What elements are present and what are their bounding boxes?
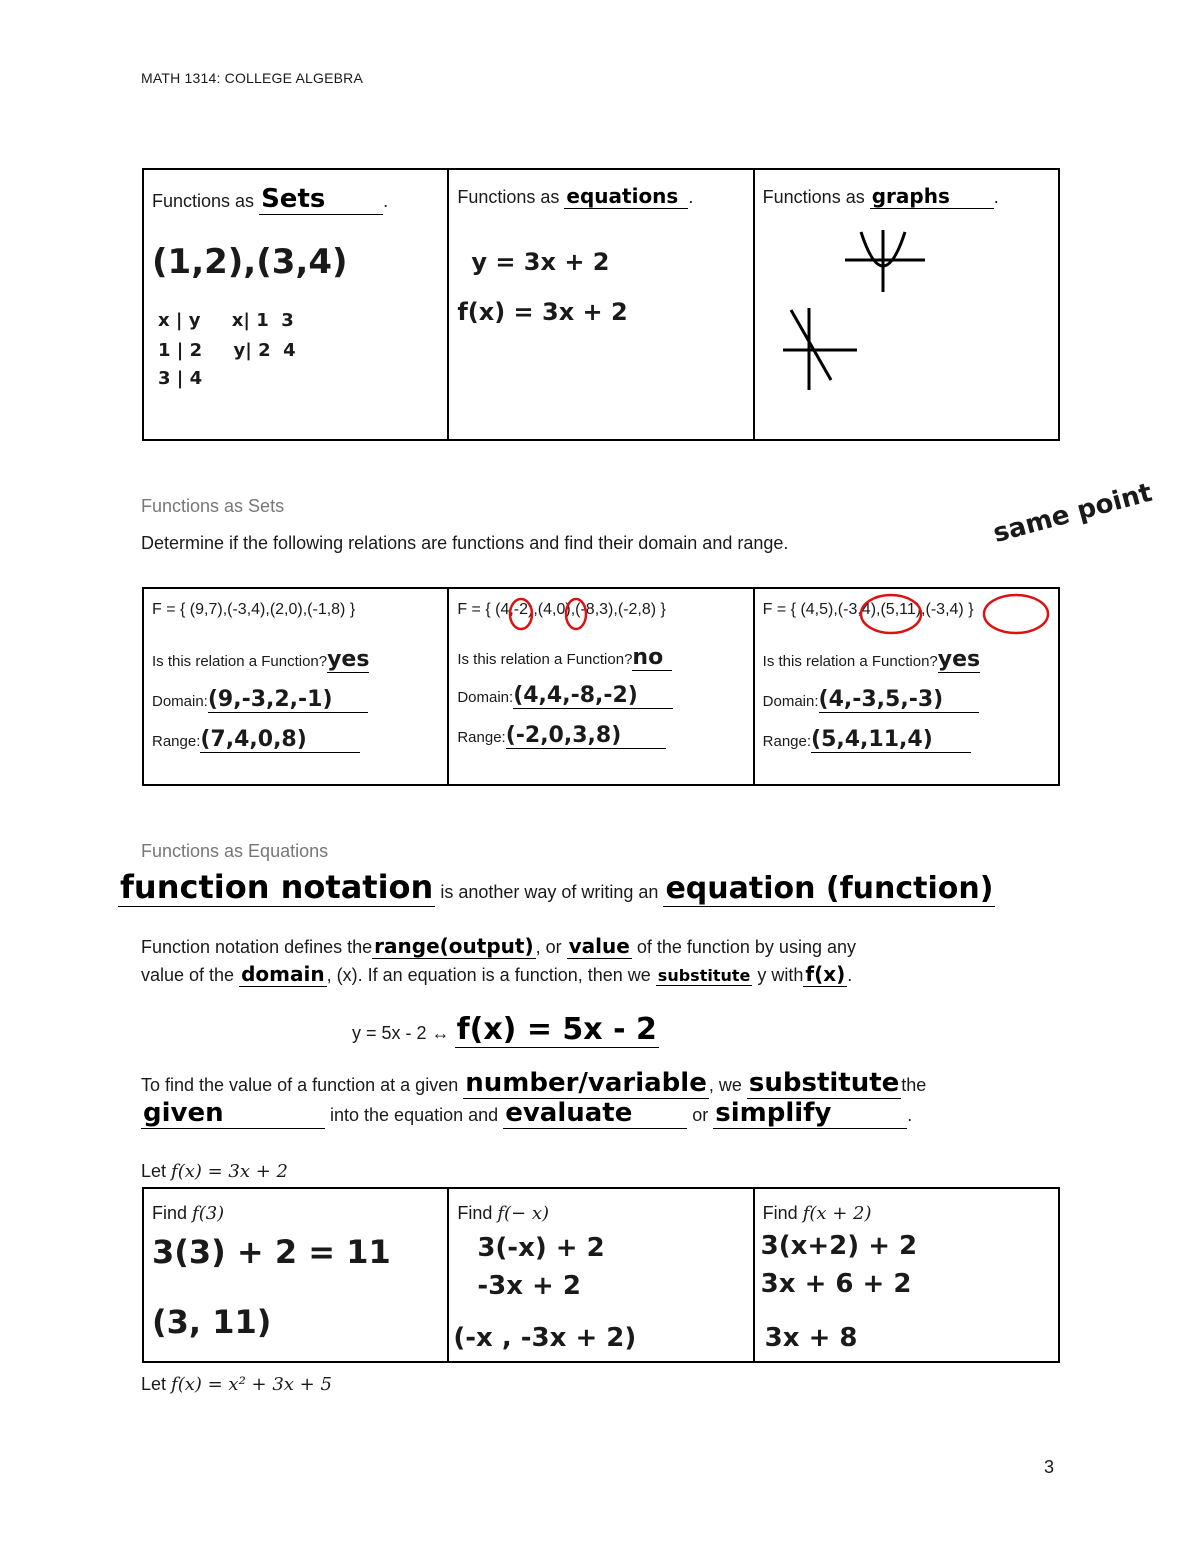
relation-cell-2 xyxy=(449,589,754,784)
relations-table xyxy=(142,587,1060,786)
handwritten-range: (-2,0,3,8) xyxy=(506,723,666,749)
find-title: Find f(3) xyxy=(152,1203,225,1224)
intro-table xyxy=(142,168,1060,441)
handwritten-answer: equations xyxy=(564,184,688,209)
handwritten-work: 3 | 4 xyxy=(158,368,203,389)
function-question: Is this relation a Function?yes xyxy=(762,647,981,672)
red-circle-marks xyxy=(851,593,1061,637)
range-row: Range:(5,4,11,4) xyxy=(763,727,971,753)
let-line-2: Let f(x) = x² + 3x + 5 xyxy=(141,1374,332,1395)
handwritten-answer: graphs xyxy=(870,184,994,209)
sketch-graphs xyxy=(775,220,975,420)
relation-set: F = { (4,5),(-3,4),(5,11),(-3,4) } xyxy=(762,601,974,618)
intro-cell-graphs xyxy=(755,170,1058,439)
handwritten-work: 3(-x) + 2 xyxy=(477,1233,605,1263)
red-circle-marks xyxy=(499,595,589,635)
relation-cell-3 xyxy=(755,589,1058,784)
page-number: 3 xyxy=(1044,1457,1055,1477)
range-row: Range:(7,4,0,8) xyxy=(152,727,360,753)
intro-cell-equations xyxy=(449,170,754,439)
handwritten-work: (3, 11) xyxy=(152,1303,272,1341)
page-header: MATH 1314: COLLEGE ALGEBRA xyxy=(141,70,364,86)
notation-line-3: value of the domain , (x). If an equation is a function, then we substitute y with f(x) . xyxy=(141,962,853,986)
handwritten-work: -3x + 2 xyxy=(477,1271,581,1301)
sets-instruction: Determine if the following relations are functions and find their domain and range. xyxy=(141,533,789,553)
handwritten-work: 3(3) + 2 = 11 xyxy=(152,1233,391,1271)
cell-title: Functions as graphs . xyxy=(762,184,999,208)
handwritten-domain: (9,-3,2,-1) xyxy=(208,687,368,713)
section-heading-equations: Functions as Equations xyxy=(141,841,329,861)
notation-line-6: given into the equation and evaluate or simplify . xyxy=(143,1098,913,1128)
handwritten-answer: Sets xyxy=(259,184,383,215)
handwritten-work: y = 3x + 2 xyxy=(471,248,610,276)
notation-line-2: Function notation defines the range(output) , or value of the function by using any xyxy=(141,934,856,958)
domain-row: Domain:(4,-3,5,-3) xyxy=(763,687,979,713)
handwritten-range: (5,4,11,4) xyxy=(811,727,971,753)
cell-title: Functions as equations . xyxy=(457,184,694,208)
find-cell-2 xyxy=(449,1189,754,1361)
section-heading-sets: Functions as Sets xyxy=(141,496,285,516)
function-question: Is this relation a Function?no xyxy=(457,645,672,671)
handwritten-work: (1,2),(3,4) xyxy=(152,242,348,282)
handwritten-work: x | y x| 1 3 xyxy=(158,310,294,331)
notation-line-5: To find the value of a function at a given number/variable , we substitute the xyxy=(141,1068,927,1098)
intro-cell-sets xyxy=(144,170,449,439)
handwritten-work: 1 | 2 y| 2 4 xyxy=(158,340,296,361)
handwritten-work: 3(x+2) + 2 xyxy=(760,1231,918,1261)
handwritten-domain: (4,-3,5,-3) xyxy=(819,687,979,713)
handwritten-work: 3x + 6 + 2 xyxy=(760,1269,912,1299)
domain-row: Domain:(4,4,-8,-2) xyxy=(457,683,673,709)
find-title: Find f(− x) xyxy=(457,1203,550,1224)
handwritten-answer: no xyxy=(632,645,672,671)
notation-line-1: function notation is another way of writing an equation (function) xyxy=(120,868,994,906)
relation-set: F = { (9,7),(-3,4),(2,0),(-1,8) } xyxy=(152,601,356,618)
cell-title: Functions as Sets . xyxy=(152,184,389,214)
let-line-1: Let f(x) = 3x + 2 xyxy=(141,1161,289,1182)
range-row: Range:(-2,0,3,8) xyxy=(457,723,665,749)
find-title: Find f(x + 2) xyxy=(762,1203,872,1224)
find-table xyxy=(142,1187,1060,1363)
relation-cell-1 xyxy=(144,589,449,784)
find-cell-3 xyxy=(755,1189,1058,1361)
relation-set: F = { (4,-2),(4,0),(-8,3),(-2,8) } xyxy=(457,601,666,618)
handwritten-range: (7,4,0,8) xyxy=(200,727,360,753)
function-question: Is this relation a Function?yes xyxy=(152,647,370,672)
same-point-note: same point xyxy=(990,477,1156,549)
handwritten-work: f(x) = 3x + 2 xyxy=(457,298,628,326)
domain-row: Domain:(9,-3,2,-1) xyxy=(152,687,368,713)
handwritten-answer: yes xyxy=(937,647,981,672)
handwritten-work: (-x , -3x + 2) xyxy=(453,1323,637,1353)
handwritten-domain: (4,4,-8,-2) xyxy=(513,683,673,709)
handwritten-answer: yes xyxy=(327,647,370,672)
notation-line-4: y = 5x - 2 ↔ f(x) = 5x - 2 xyxy=(352,1012,657,1047)
find-cell-1 xyxy=(144,1189,449,1361)
handwritten-work: 3x + 8 xyxy=(764,1323,858,1353)
